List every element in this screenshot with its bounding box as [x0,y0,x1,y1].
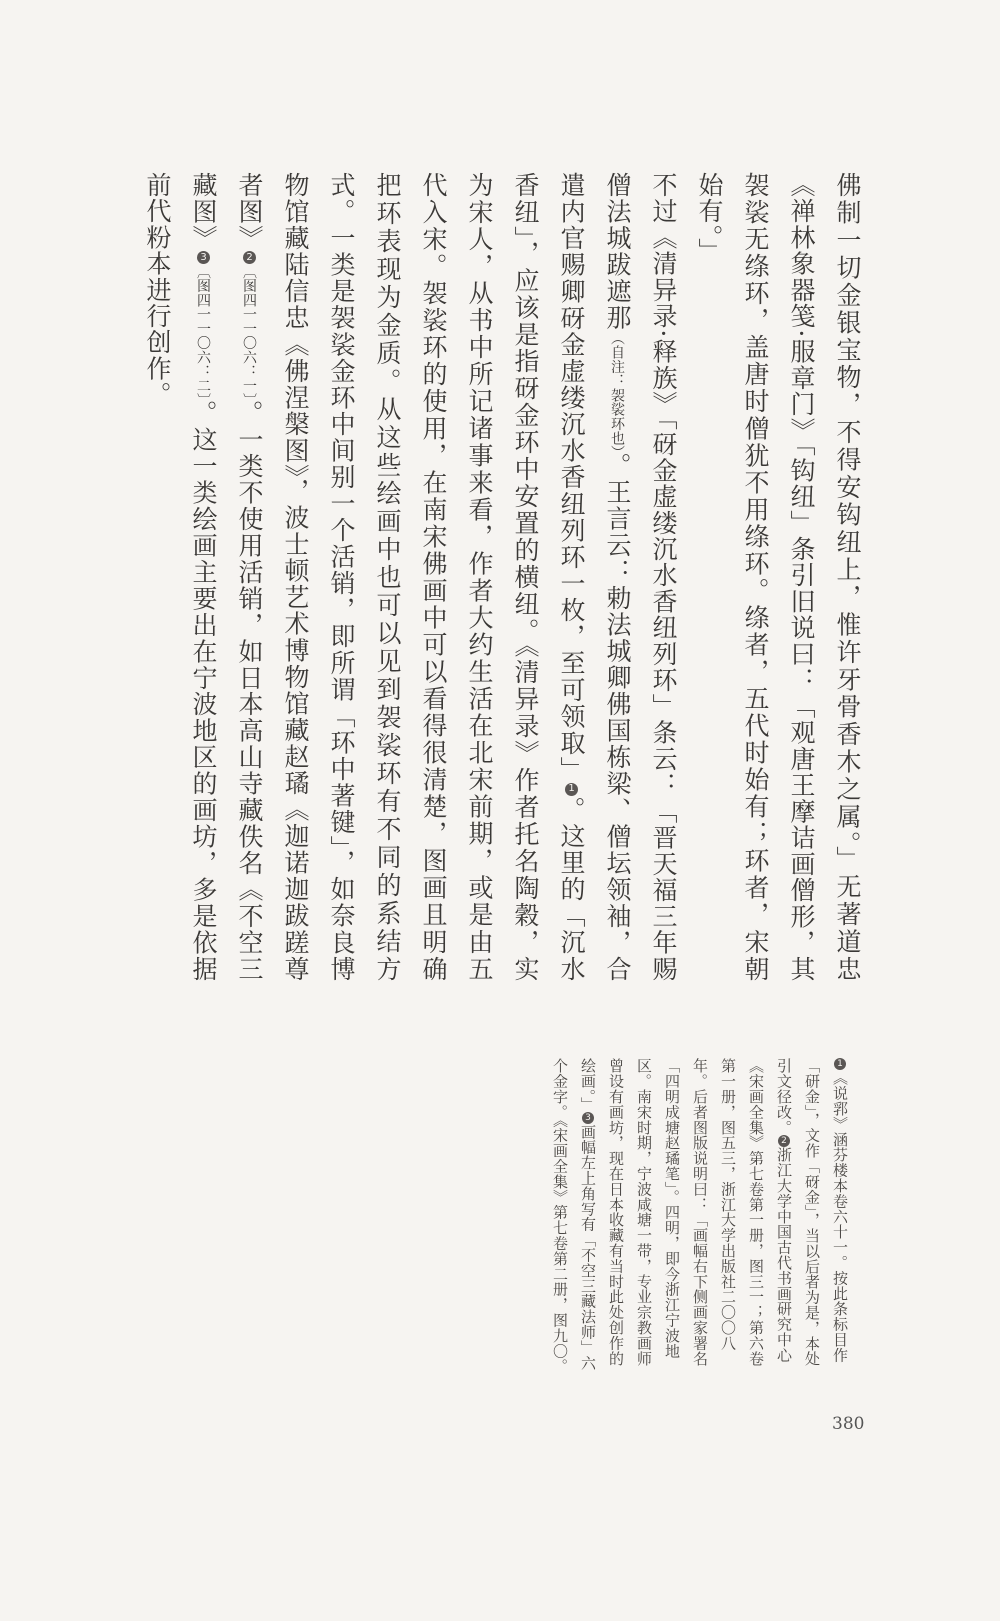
footnotes [494,1058,854,1378]
text-line: 香纽」，应该是指砑金环中安置的横纽。《清异录》作者托名陶穀，实为 [465,172,540,982]
text-line: 佛制一切金银宝物，不得安钩纽上，惟许牙骨香木之属。」无著道忠《禅 [787,172,862,982]
paragraph [134,172,686,982]
page-number: 380 [832,1414,865,1434]
figure-reference: 〔图四一 [241,264,257,322]
footnote-text-3: 画幅左上角写有「不空三藏法师」六个金字。《宋画全集》第七卷第二册，图九〇。 [551,1058,597,1374]
footnote-number-1: 1 [835,1058,845,1070]
text-line: 。这里的「沉水 [557,796,586,982]
text-line: 袈裟金环中间别一个活销，即所谓「环中著键」，如奈良博物馆藏陆信 [281,172,356,982]
footnote-marker-2[interactable]: 2 [244,251,255,264]
text-line: 不过《清异录·释族》「砑金虚缕沉水香纽列环」条云：「晋天福三年赐 [649,172,678,982]
text-line: 。王言云：勅法城卿佛国栋梁、僧坛领袖， [603,452,632,956]
text-line: 忠《佛涅槃图》，波士顿艺术博物馆藏赵璚《迦诺迦跋蹉尊者图》 [235,172,310,982]
figure-reference: 〔图四 [195,264,211,308]
footnote-text-2: 浙江大学中国古代书画研究中心《宋画全集》第七卷第一册，图三一；第六卷第一册，图五三，浙江大学出版社二〇〇八年。后者图版说明曰：「画幅右下侧画家署名「四明成塘赵璚笔」。四明，即今浙江宁波地区。南宋时期，宁波咸塘一带，专业宗教画师曾设有画坊，现在日本收藏有当时此处创作的绘画。」 [579,1058,793,1366]
text-line: 。一类不使用活销，如日本高山寺藏佚名《不空三藏图》 [189,172,264,983]
text-line: 僧法城跋遮那 [603,172,632,331]
text-line: 无绦环，盖唐时僧犹不用绦环。绦者，五代时始有；环者，宋朝始有。」 [695,172,770,982]
footnote-number-3: 3 [583,1112,593,1124]
figure-reference: 一一〇六：二〕 [195,307,211,401]
footnote-text-1: 《说郛》涵芬楼本卷六十一。按此条标目作「研金」，文作「砑金」，当以后者为是，本处引文径改。 [775,1058,849,1367]
footnote-marker-3[interactable]: 3 [198,251,209,264]
footnote-number-2: 2 [779,1135,789,1147]
text-line: 合遣内官赐卿砑金虚缕沉水香纽列环一枚，至可领取」 [557,172,632,983]
figure-reference: 一〇六：一〕 [241,321,257,401]
text-line: 进行创作。 [143,276,172,408]
footnote-marker-1[interactable]: 1 [566,783,577,796]
text-line: 宋。袈裟环的使用，在南宋佛画中可以看得很清楚，图画且明确把环表 [373,172,448,982]
paragraph-continued [686,172,870,982]
inline-note: （自注：袈裟环也） [609,330,625,453]
text-line: 林象器笺·服章门》「钩纽」条引旧说曰：「观唐王摩诘画僧形，其袈裟 [741,172,816,982]
main-text [143,172,870,983]
text-line: 现为金质。从这些绘画中也可以见到袈裟环有不同的系结方式。一类是 [327,172,402,982]
text-line: 。这一类绘画主要出在宁波地区的画坊，多是依据前代粉本 [143,172,218,982]
text-line: 宋人，从书中所记诸事来看，作者大约生活在北宋前期，或是由五代入 [419,172,494,982]
